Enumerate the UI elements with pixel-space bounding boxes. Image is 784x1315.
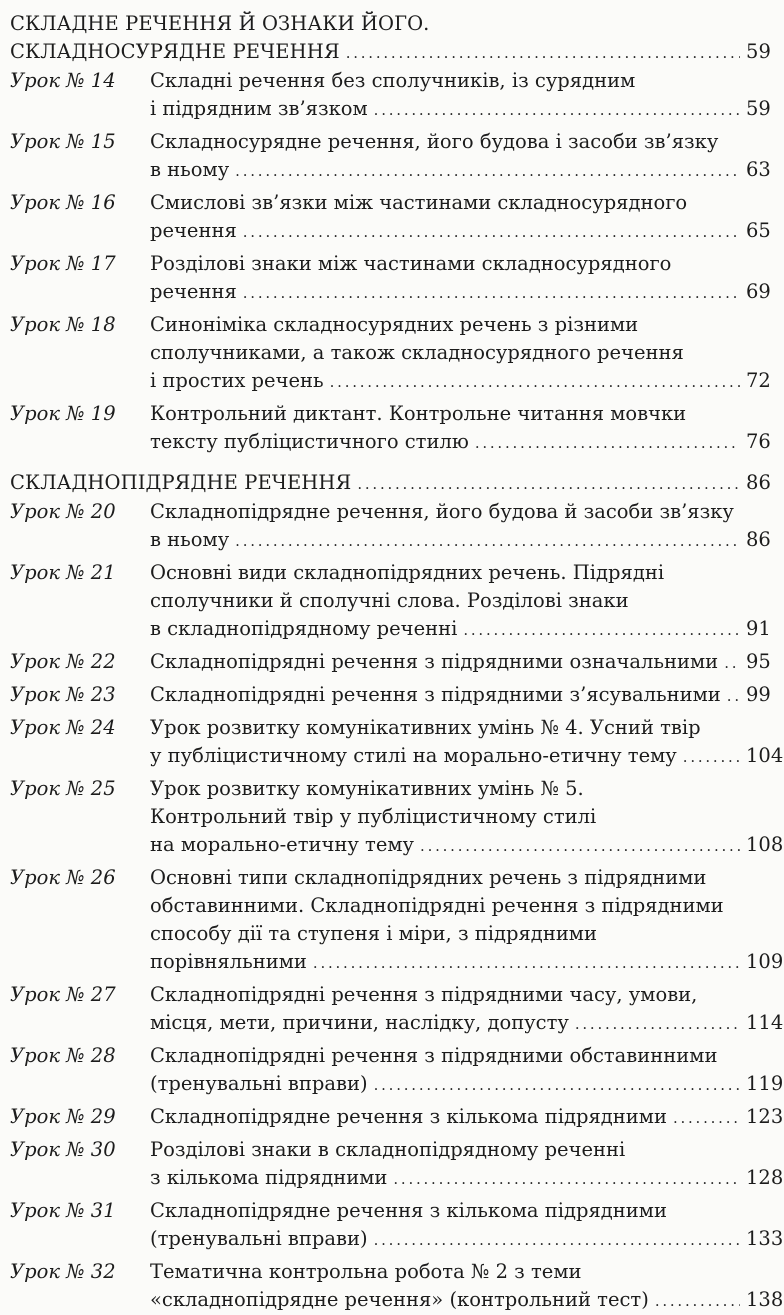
- lesson-title-line: у публіцистичному стилі на морально-етичну тему: [150, 744, 677, 767]
- lesson-last-line: [150, 742, 784, 771]
- dot-leader: [374, 1071, 740, 1099]
- lesson-last-line: [150, 217, 771, 246]
- lesson-last-line: [150, 1103, 784, 1132]
- dot-leader: [727, 682, 740, 710]
- lesson-page-number: 72: [746, 369, 771, 392]
- lesson-page-number: 133: [746, 1227, 784, 1250]
- section-title: [10, 469, 772, 498]
- lesson-content: [150, 775, 784, 860]
- lesson-content: [150, 400, 771, 457]
- lesson-title-line: обставинними. Складнопідрядні речення з підрядними: [150, 894, 724, 917]
- toc-entry[interactable]: [10, 189, 771, 246]
- lesson-title-line: Складнопідрядні речення з підрядними з’ясувальними: [150, 683, 721, 706]
- lesson-last-line: [150, 95, 771, 124]
- lesson-last-line: [150, 1009, 784, 1038]
- section-title-line: СКЛАДНОСУРЯДНЕ РЕЧЕННЯ: [10, 40, 340, 63]
- section-page-number: 86: [746, 471, 772, 494]
- lesson-content: [150, 559, 771, 644]
- lesson-last-line: [150, 615, 771, 644]
- lesson-label: Урок № 31: [10, 1199, 116, 1222]
- toc-entry[interactable]: [10, 775, 784, 860]
- lesson-content: [150, 128, 771, 185]
- toc-section: [10, 10, 772, 457]
- section-title-line: СКЛАДНЕ РЕЧЕННЯ Й ОЗНАКИ ЙОГО.: [10, 12, 430, 35]
- lesson-label: Урок № 22: [10, 650, 116, 673]
- section-title-row: [10, 469, 772, 498]
- toc-entry[interactable]: [10, 1042, 784, 1099]
- lesson-label: Урок № 19: [10, 402, 116, 425]
- lesson-label: Урок № 29: [10, 1105, 116, 1128]
- lesson-page-number: 138: [746, 1288, 784, 1311]
- section-title-row: [10, 38, 772, 67]
- lesson-content: [150, 1103, 784, 1132]
- lesson-page-number: 95: [746, 650, 771, 673]
- lesson-title-line: місця, мети, причини, наслідку, допусту: [150, 1011, 569, 1034]
- lesson-content: [150, 681, 771, 710]
- lesson-label: Урок № 25: [10, 777, 116, 800]
- lesson-title-line: Основні види складнопідрядних речень. Підрядні: [150, 561, 665, 584]
- toc-entry[interactable]: [10, 1258, 784, 1315]
- lesson-title-line: Смислові зв’язки між частинами складносурядного: [150, 191, 688, 214]
- lesson-content: [150, 864, 784, 977]
- lesson-page-number: 59: [746, 97, 771, 120]
- dot-leader: [463, 616, 740, 644]
- lesson-title-line: в ньому: [150, 158, 230, 181]
- lesson-title-line: Складносурядне речення, його будова і засоби зв’язку: [150, 130, 719, 153]
- toc-entry[interactable]: [10, 250, 771, 307]
- toc-entry[interactable]: [10, 648, 771, 677]
- lesson-page-number: 109: [746, 950, 784, 973]
- lesson-label: Урок № 30: [10, 1138, 116, 1161]
- dot-leader: [655, 1287, 740, 1315]
- toc-entry[interactable]: [10, 681, 771, 710]
- lesson-page-number: 104: [746, 744, 784, 767]
- lesson-label: Урок № 27: [10, 983, 116, 1006]
- lesson-title-line: (тренувальні вправи): [150, 1072, 368, 1095]
- lesson-title-line: Складнопідрядне речення з кількома підрядними: [150, 1105, 667, 1128]
- lesson-content: [150, 67, 771, 124]
- dot-leader: [575, 1010, 740, 1038]
- lesson-title-line: сполучниками, а також складносурядного речення: [150, 341, 684, 364]
- toc-section: [10, 469, 784, 1315]
- lesson-title-line: Урок розвитку комунікативних умінь № 4. Усний твір: [150, 716, 701, 739]
- lesson-title-line: і підрядним зв’язком: [150, 97, 368, 120]
- lesson-title-line: в ньому: [150, 528, 230, 551]
- lesson-title-line: Складнопідрядні речення з підрядними часу, умови,: [150, 983, 698, 1006]
- lesson-content: [150, 1258, 784, 1315]
- lesson-title-line: і простих речень: [150, 369, 324, 392]
- lesson-page-number: 65: [746, 219, 771, 242]
- lesson-title-line: Урок розвитку комунікативних умінь № 5.: [150, 777, 584, 800]
- dot-leader: [243, 218, 740, 246]
- dot-leader: [346, 39, 740, 67]
- dot-leader: [330, 368, 740, 396]
- dot-leader: [235, 157, 740, 185]
- toc-entry[interactable]: [10, 128, 771, 185]
- lesson-page-number: 123: [746, 1105, 784, 1128]
- toc-entry[interactable]: [10, 1136, 784, 1193]
- lesson-label: Урок № 28: [10, 1044, 116, 1067]
- lesson-label: Урок № 32: [10, 1260, 116, 1283]
- lesson-content: [150, 1136, 784, 1193]
- lesson-title-line: речення: [150, 280, 237, 303]
- dot-leader: [673, 1104, 740, 1132]
- lesson-content: [150, 498, 771, 555]
- lesson-content: [150, 189, 771, 246]
- lesson-title-line: порівняльними: [150, 950, 307, 973]
- toc-entry[interactable]: [10, 981, 784, 1038]
- toc-entry[interactable]: [10, 1197, 784, 1254]
- lesson-page-number: 114: [746, 1011, 784, 1034]
- lesson-page-number: 91: [746, 617, 771, 640]
- toc-entry[interactable]: [10, 1103, 784, 1132]
- lesson-last-line: [150, 831, 784, 860]
- lesson-last-line: [150, 278, 771, 307]
- lesson-title-line: Складнопідрядне речення з кількома підрядними: [150, 1199, 667, 1222]
- dot-leader: [357, 470, 740, 498]
- lesson-title-line: Розділові знаки в складнопідрядному реченні: [150, 1138, 626, 1161]
- lesson-last-line: [150, 1225, 784, 1254]
- lesson-title-line: Складнопідрядні речення з підрядними означальними: [150, 650, 719, 673]
- lesson-last-line: [150, 428, 771, 457]
- dot-leader: [374, 96, 740, 124]
- lesson-title-line: способу дії та ступеня і міри, з підрядними: [150, 922, 597, 945]
- lesson-label: Урок № 24: [10, 716, 116, 739]
- section-title-line: СКЛАДНОПІДРЯДНЕ РЕЧЕННЯ: [10, 471, 352, 494]
- toc-entry[interactable]: [10, 559, 771, 644]
- lesson-title-line: речення: [150, 219, 237, 242]
- lesson-label: Урок № 26: [10, 866, 116, 889]
- lesson-label: Урок № 16: [10, 191, 116, 214]
- lesson-page-number: 108: [746, 833, 784, 856]
- lesson-last-line: [150, 681, 771, 710]
- lesson-title-line: на морально-етичну тему: [150, 833, 415, 856]
- lesson-content: [150, 981, 784, 1038]
- toc-entry[interactable]: [10, 498, 771, 555]
- lesson-last-line: [150, 1164, 784, 1193]
- section-title: [10, 10, 772, 67]
- dot-leader: [313, 949, 740, 977]
- lesson-title-line: Синоніміка складносурядних речень з різними: [150, 313, 639, 336]
- lesson-label: Урок № 23: [10, 683, 116, 706]
- toc-entry[interactable]: [10, 67, 771, 124]
- toc-entry[interactable]: [10, 311, 771, 396]
- lesson-label: Урок № 14: [10, 69, 116, 92]
- lesson-title-line: сполучники й сполучні слова. Розділові знаки: [150, 589, 629, 612]
- lesson-label: Урок № 15: [10, 130, 116, 153]
- lesson-title-line: тексту публіцистичного стилю: [150, 430, 469, 453]
- lesson-page-number: 128: [746, 1166, 784, 1189]
- toc-entry[interactable]: [10, 714, 784, 771]
- lesson-last-line: [150, 526, 771, 555]
- lesson-last-line: [150, 1286, 784, 1315]
- lesson-last-line: [150, 156, 771, 185]
- lesson-content: [150, 714, 784, 771]
- lesson-content: [150, 1197, 784, 1254]
- lesson-content: [150, 250, 771, 307]
- lesson-content: [150, 311, 771, 396]
- lesson-page-number: 76: [746, 430, 771, 453]
- lesson-content: [150, 648, 771, 677]
- lesson-title-line: (тренувальні вправи): [150, 1227, 368, 1250]
- lesson-page-number: 63: [746, 158, 771, 181]
- toc-entry[interactable]: [10, 864, 784, 977]
- lesson-title-line: Складнопідрядне речення, його будова й засоби зв’язку: [150, 500, 734, 523]
- dot-leader: [683, 743, 740, 771]
- dot-leader: [420, 832, 740, 860]
- dot-leader: [243, 279, 740, 307]
- lesson-title-line: з кількома підрядними: [150, 1166, 388, 1189]
- dot-leader: [475, 429, 740, 457]
- lesson-last-line: [150, 367, 771, 396]
- lesson-title-line: Контрольний диктант. Контрольне читання мовчки: [150, 402, 687, 425]
- lesson-title-line: «складнопідрядне речення» (контрольний тест): [150, 1288, 649, 1311]
- lesson-page-number: 69: [746, 280, 771, 303]
- lesson-label: Урок № 17: [10, 252, 116, 275]
- lesson-title-line: Складні речення без сполучників, із сурядним: [150, 69, 636, 92]
- lesson-label: Урок № 20: [10, 500, 116, 523]
- lesson-title-line: в складнопідрядному реченні: [150, 617, 458, 640]
- dot-leader: [374, 1226, 740, 1254]
- lesson-title-line: Тематична контрольна робота № 2 з теми: [150, 1260, 582, 1283]
- dot-leader: [724, 649, 740, 677]
- lesson-content: [150, 1042, 784, 1099]
- lesson-title-line: Розділові знаки між частинами складносурядного: [150, 252, 672, 275]
- section-page-number: 59: [746, 40, 772, 63]
- dot-leader: [235, 527, 740, 555]
- lesson-title-line: Контрольний твір у публіцистичному стилі: [150, 805, 597, 828]
- toc-entry[interactable]: [10, 400, 771, 457]
- lesson-page-number: 86: [746, 528, 771, 551]
- lesson-title-line: Основні типи складнопідрядних речень з підрядними: [150, 866, 707, 889]
- lesson-page-number: 119: [746, 1072, 784, 1095]
- lesson-label: Урок № 18: [10, 313, 116, 336]
- lesson-label: Урок № 21: [10, 561, 116, 584]
- dot-leader: [393, 1165, 740, 1193]
- lesson-last-line: [150, 648, 771, 677]
- lesson-page-number: 99: [746, 683, 771, 706]
- lesson-last-line: [150, 1070, 784, 1099]
- lesson-title-line: Складнопідрядні речення з підрядними обставинними: [150, 1044, 718, 1067]
- lesson-last-line: [150, 948, 784, 977]
